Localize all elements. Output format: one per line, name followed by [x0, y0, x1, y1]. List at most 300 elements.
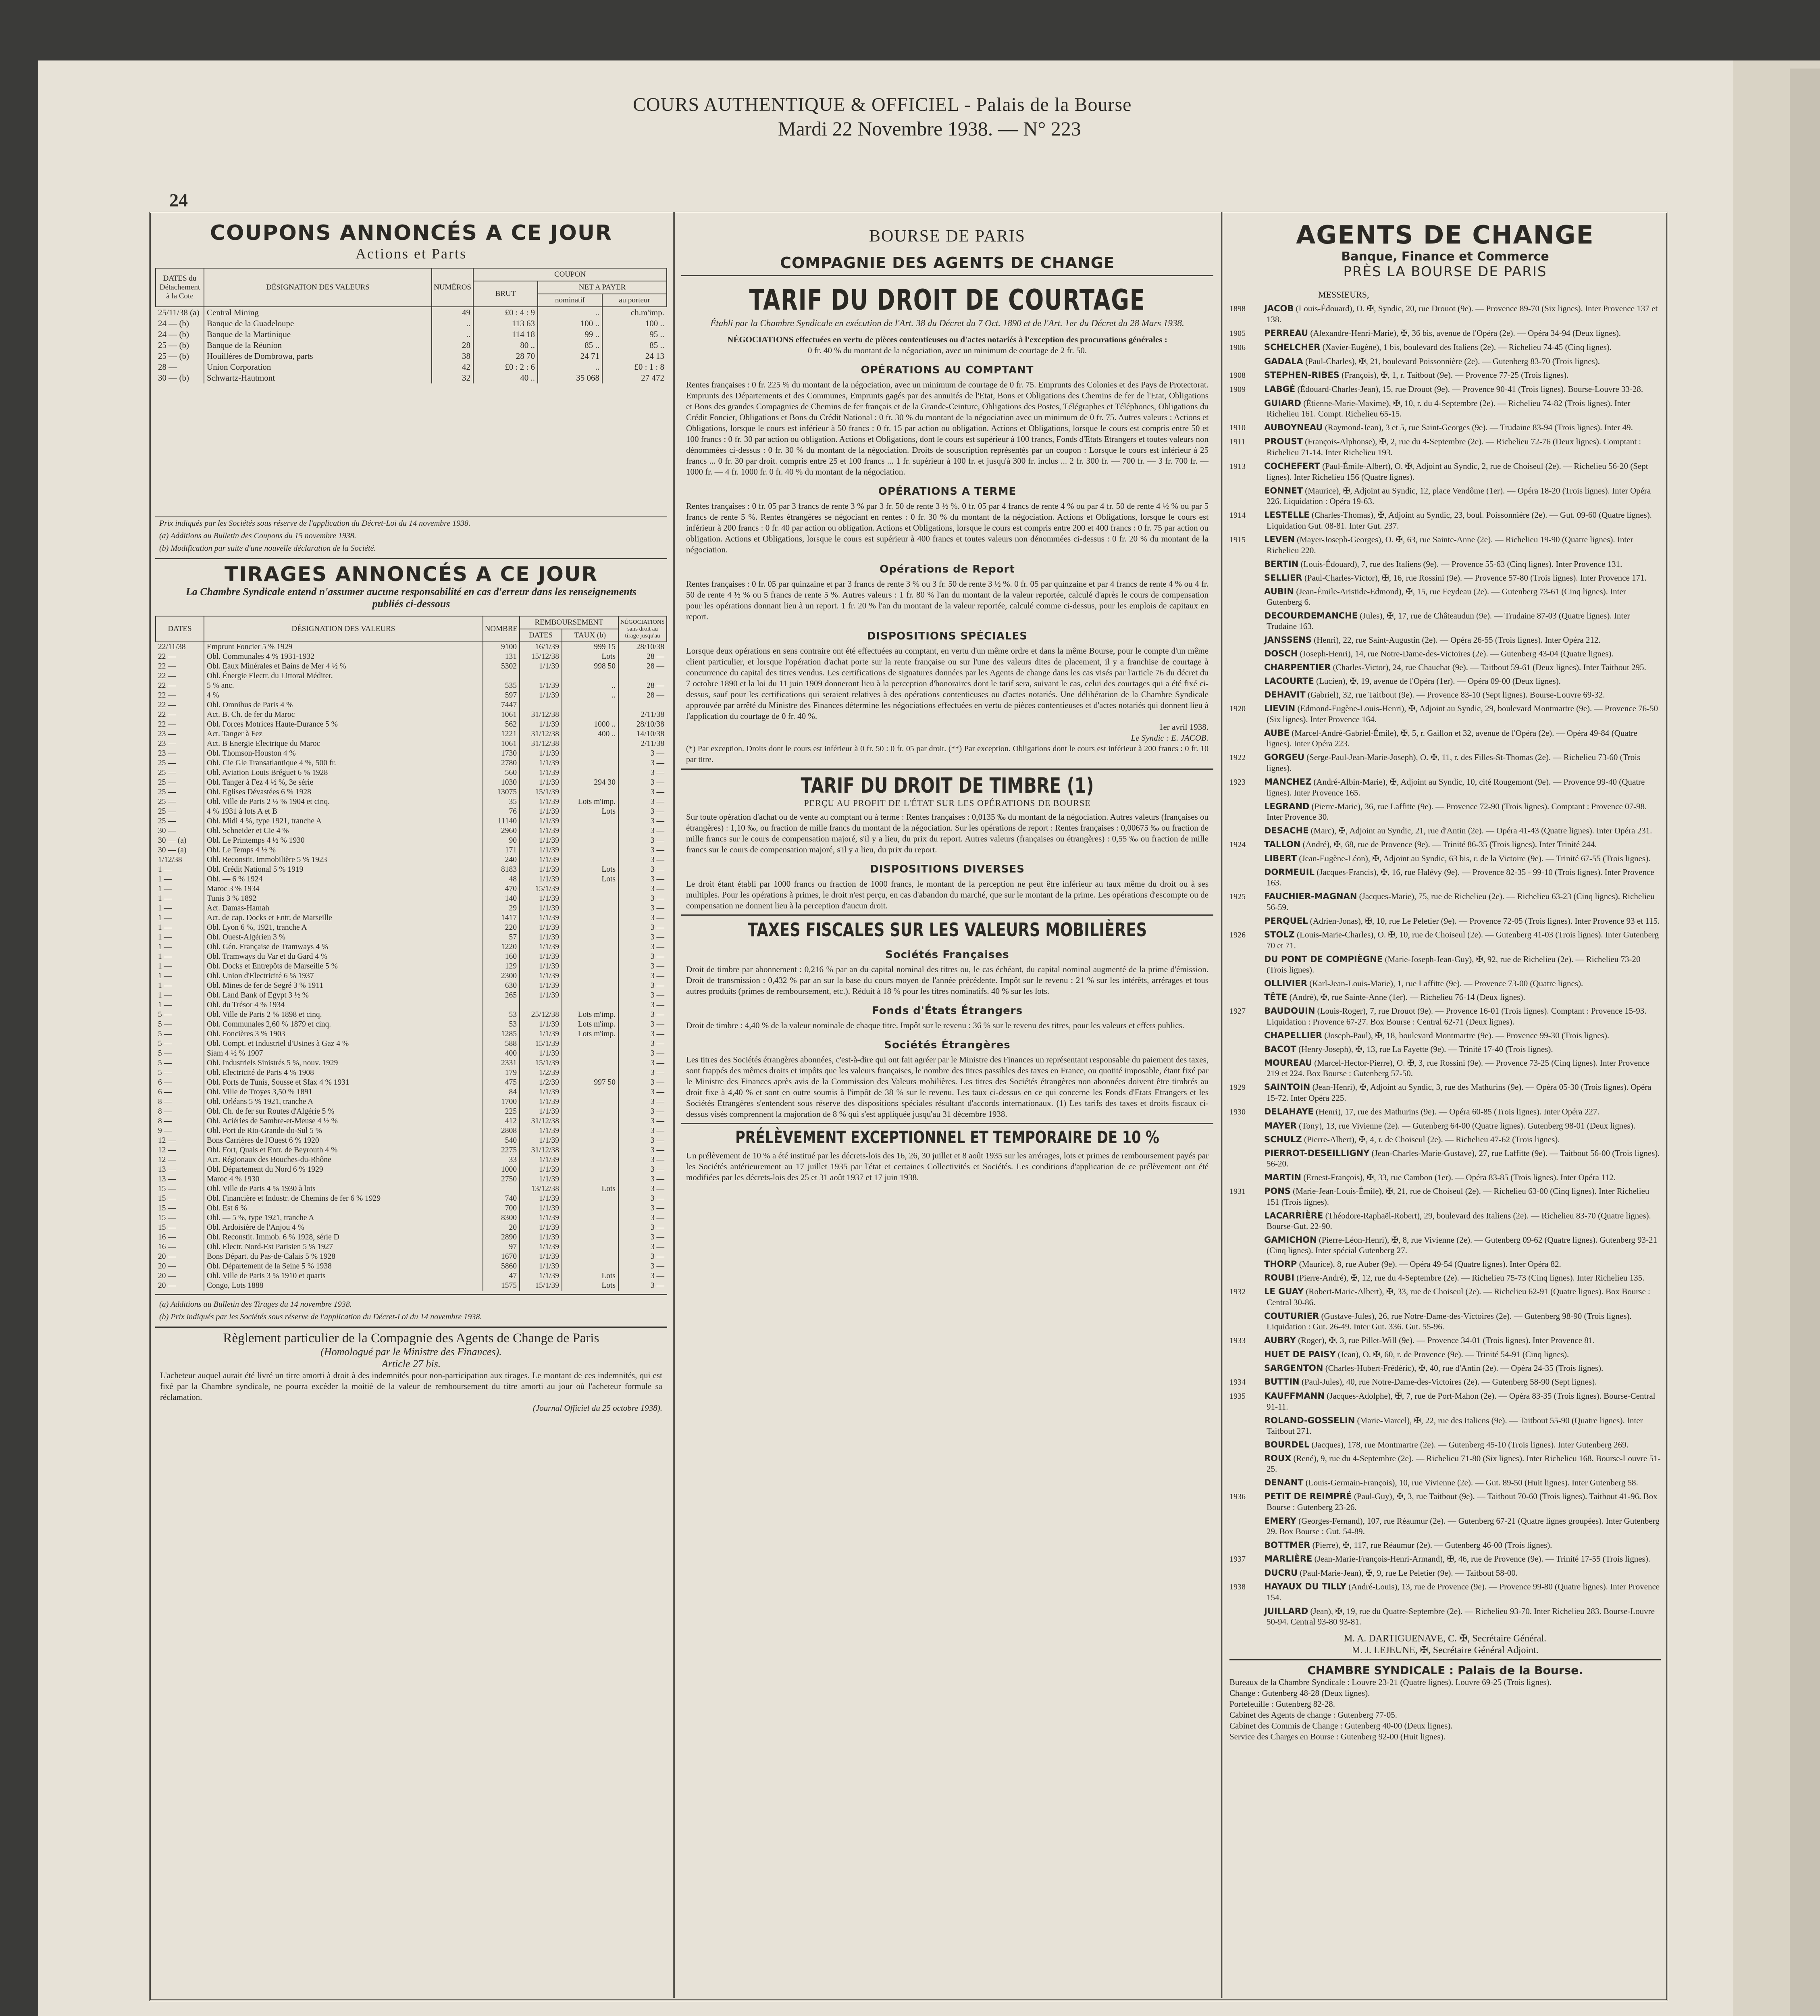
agent-details: (Jules), ✠, 17, rue de Châteaudun (9e). — Trudaine 87-03 (Quatre lignes). Inter Trudaine 163. [1267, 611, 1630, 631]
agent-entry [1229, 676, 1661, 686]
tirage-row-cell [562, 1097, 618, 1107]
tirage-row-cell: 1/1/39 [520, 865, 562, 875]
tirage-row-cell: 171 [483, 846, 520, 855]
tirage-row-cell: Obl. Le Temps 4 ½ % [204, 846, 483, 855]
tirage-row-cell: 5 % anc. [204, 681, 483, 691]
tirage-row-cell: Obl. Port de Rio-Grande-do-Sul 5 % [204, 1126, 483, 1136]
tirage-row-cell: 5 — [158, 1020, 172, 1029]
agent-details: (Jacques), 178, rue Montmartre (2e). — Gutenberg 45-10 (Trois lignes). Inter Gutenberg 269. [1311, 1440, 1629, 1450]
agent-details: (André-Louis), 13, rue de Provence (9e). — Provence 99-80 (Quatre lignes). Inter Provence 154. [1267, 1582, 1660, 1602]
taxes-divider [681, 914, 1213, 916]
tirage-row-cell: 1/1/39 [520, 836, 562, 846]
tirage-row-cell [562, 971, 618, 981]
tirage-row-cell: 6 — [158, 1088, 172, 1096]
dispositions-heading: DISPOSITIONS SPÉCIALES [867, 630, 1028, 642]
agent-details: (Jean), ✠, 19, rue du Quatre-Septembre (2e). — Richelieu 93-70. Inter Richelieu 283. Bourse-Louvre 50-94. Central 93-80 93-81. [1267, 1606, 1655, 1627]
coupon-row-cell: Banque de la Guadeloupe [204, 318, 432, 329]
coupon-row-cell: Schwartz-Hautmont [204, 373, 432, 383]
tirage-row-cell: 1/1/39 [520, 894, 562, 904]
agent-entry [1229, 1044, 1661, 1054]
tirage-row-cell: 22 — [158, 652, 176, 661]
agent-year: 1920 [1229, 704, 1246, 713]
tirage-row-cell: Obl. Département de la Seine 5 % 1938 [204, 1262, 483, 1271]
tirage-row-cell: Obl. Electr. Nord-Est Parisien 5 % 1927 [204, 1242, 483, 1252]
agent-details: (Jean), O. ✠, 60, r. de Provence (9e). — Trinité 54-91 (Cinq lignes). [1337, 1350, 1569, 1359]
coupon-row-cell: 25 — (b) [158, 351, 189, 361]
tirage-row-cell: 31/12/38 [520, 710, 562, 720]
agents-subtitle: Banque, Finance et Commerce [1341, 250, 1549, 264]
agent-name: PERQUEL [1264, 916, 1308, 926]
tirage-row-cell: 15/1/39 [520, 1058, 562, 1068]
tirage-row-cell: 25 — [158, 817, 176, 825]
tirage-row-cell: 1/1/39 [520, 1262, 562, 1271]
tirage-row-cell: 25/12/38 [520, 1010, 562, 1020]
tirage-row-cell [562, 739, 618, 749]
tirage-row-cell: 3 — [618, 1223, 667, 1233]
agent-details: (Charles-Hubert-Frédéric), ✠, 40, rue d'Antin (2e). — Opéra 24-35 (Trois lignes). [1325, 1363, 1604, 1373]
tirage-row-cell: 30 — (a) [158, 846, 187, 854]
tirage-row-cell: 15 — [158, 1194, 176, 1203]
agent-details: (Maurice), 8, rue Auber (9e). — Opéra 49-54 (Quatre lignes). Inter Opéra 82. [1299, 1259, 1561, 1269]
agents-subtitle-2: PRÈS LA BOURSE DE PARIS [1343, 264, 1547, 280]
tirage-row-cell: 1000 [483, 1165, 520, 1175]
tirage-row-cell: 28 — [618, 652, 667, 662]
tirage-row-cell: 15/1/39 [520, 1281, 562, 1291]
tirage-row-cell: 3 — [618, 778, 667, 787]
masthead-title: COURS AUTHENTIQUE & OFFICIEL - Palais de la Bourse [633, 94, 1132, 115]
tirage-row-cell: 8 — [158, 1098, 172, 1106]
tirage-row-cell: 3 — [618, 1107, 667, 1116]
agent-details: (Marie-Marcel), ✠, 22, rue des Italiens (9e). — Taitbout 55-90 (Quatre lignes). Inter Taitbout 271. [1267, 1416, 1643, 1436]
tirage-row-cell [562, 1087, 618, 1097]
agent-entry [1229, 534, 1661, 556]
tirage-row-cell: 31/12/38 [520, 729, 562, 739]
tirage-row-cell: 2960 [483, 826, 520, 836]
tirage-row-cell: 1/1/39 [520, 1233, 562, 1242]
agent-entry [1229, 1311, 1661, 1332]
tirage-row [156, 942, 667, 952]
agent-details: (Paul-Marie-Jean), ✠, 9, rue Le Peletier (9e). — Taitbout 58-00. [1300, 1568, 1518, 1578]
tirage-row-cell: 22 — [158, 672, 176, 680]
agent-details: (Maurice), ✠, Adjoint au Syndic, 12, place Vendôme (1er). — Opéra 18-20 (Trois lignes). Inter Opéra 226. Liquidation : Opéra 19-63. [1267, 486, 1651, 506]
agent-details: (André), ✠, 68, rue de Provence (9e). — Trinité 86-35 (Trois lignes). Inter Trinité 244. [1302, 839, 1597, 849]
tirage-row-cell: .. [562, 691, 618, 700]
tirage-row-cell: 8183 [483, 865, 520, 875]
chambre-divider [1229, 1659, 1661, 1660]
tirage-row-cell: 3 — [618, 991, 667, 1000]
tirage-row-cell: 1/1/39 [520, 991, 562, 1000]
tirage-row-cell [562, 768, 618, 778]
tirage-row-cell: Lots [562, 1184, 618, 1194]
tirage-row [156, 671, 667, 681]
coupon-row [156, 351, 667, 362]
coupon-row-cell: .. [432, 329, 473, 340]
tirage-row-cell: 2300 [483, 971, 520, 981]
tirage-row-cell: 12 — [158, 1136, 176, 1145]
tirage-row-cell [483, 1184, 520, 1194]
agent-details: (Alexandre-Henri-Marie), ✠, 36 bis, avenue de l'Opéra (2e). — Opéra 34-94 (Deux lignes). [1310, 328, 1621, 338]
coupon-row-cell: 28 — [158, 362, 177, 372]
tirage-row-cell: 5 — [158, 1010, 172, 1019]
tirage-row-cell: 1/1/39 [520, 816, 562, 826]
reglement-subtitle: (Homologué par le Ministre des Finances). [320, 1346, 502, 1358]
agent-details: (Édouard-Charles-Jean), 15, rue Drouot (9e). — Provence 90-41 (Trois lignes). Bourse-Louvre 33-28. [1297, 384, 1643, 394]
tirage-row-cell: 1/1/39 [520, 1175, 562, 1184]
tirage-row-cell: 3 — [618, 797, 667, 807]
agent-details: (Louis-Germain-François), 10, rue Vivienne (2e). — Gut. 89-50 (Huit lignes). Inter Gutenberg 58. [1305, 1478, 1638, 1487]
coupons-title: COUPONS ANNONCÉS A CE JOUR [210, 221, 613, 245]
agent-details: (Théodore-Raphaël-Robert), 29, boulevard des Italiens (2e). — Richelieu 83-70 (Quatre lignes). Bourse-Gut. 22-90. [1267, 1211, 1651, 1231]
agent-entry [1229, 1120, 1661, 1131]
agent-details: (Louis-Marie-Charles), O. ✠, 10, rue de Choiseul (2e). — Gutenberg 41-03 (Trois lignes). Inter Gutenberg 70 et 71. [1267, 930, 1659, 950]
tirage-row-cell: Act. Damas-Hamah [204, 904, 483, 913]
tirage-row-cell: 1/1/39 [520, 681, 562, 691]
tirage-row-cell: 470 [483, 884, 520, 894]
tirage-row-cell [618, 700, 667, 710]
agent-name: LACARRIÈRE [1264, 1211, 1323, 1220]
agent-entry [1229, 1391, 1661, 1412]
reglement-source: (Journal Officiel du 25 octobre 1938). [532, 1403, 662, 1413]
agent-name: DUCRU [1264, 1568, 1298, 1578]
agent-name: GUIARD [1264, 398, 1301, 408]
tirage-row-cell: 1 — [158, 933, 172, 941]
agent-year: 1909 [1229, 385, 1246, 394]
tirage-row-cell: 8 — [158, 1107, 172, 1116]
agent-name: HAYAUX DU TILLY [1264, 1582, 1346, 1591]
agent-entry [1229, 461, 1661, 482]
compagnie-title: COMPAGNIE DES AGENTS DE CHANGE [780, 254, 1115, 272]
tirages-col-dates: DATES [156, 616, 204, 642]
tirage-row-cell: 220 [483, 923, 520, 933]
tirage-row-cell: 1/1/39 [520, 778, 562, 787]
tirage-row-cell: 3 — [618, 1068, 667, 1078]
agent-entry [1229, 1491, 1661, 1512]
agent-name: DELAHAYE [1264, 1107, 1314, 1116]
tirage-row-cell: 5 — [158, 1059, 172, 1067]
tirage-row-cell: Obl. Thomson-Houston 4 % [204, 749, 483, 758]
tirage-row [156, 1194, 667, 1204]
tirage-row-cell: 3 — [618, 1175, 667, 1184]
tirage-row [156, 923, 667, 933]
tirage-row-cell: Obl. Docks et Entrepôts de Marseille 5 % [204, 962, 483, 971]
tirage-row [156, 710, 667, 720]
agent-name: JANSSENS [1264, 635, 1312, 645]
agent-entry [1229, 1363, 1661, 1373]
tirage-row-cell: 1 — [158, 875, 172, 883]
tirage-row [156, 758, 667, 768]
tirage-row-cell: 3 — [618, 1233, 667, 1242]
tirage-row-cell [562, 826, 618, 836]
tirage-row-cell: 15 — [158, 1223, 176, 1232]
agent-details: (Joseph-Henri), 14, rue Notre-Dame-des-Victoires (2e). — Gutenberg 43-04 (Quatre lignes). [1300, 649, 1614, 658]
coupon-row-cell: Union Corporation [204, 362, 432, 373]
agent-year: 1927 [1229, 1007, 1246, 1016]
coupon-row-cell: 28 70 [473, 351, 538, 362]
tirage-row-cell: 47 [483, 1271, 520, 1281]
tirage-row-cell: 3 — [618, 1165, 667, 1175]
agent-details: (André-Albin-Marie), ✠, Adjoint au Syndic, 10, cité Rougemont (9e). — Provence 99-40 (Quatre lignes). Inter Provence 165. [1267, 777, 1645, 798]
tirage-row-cell: 1 — [158, 1001, 172, 1009]
coupon-row-cell: 30 — (b) [158, 373, 189, 383]
tirage-row-cell: 48 [483, 875, 520, 884]
coupon-row-cell: 25/11/38 (a) [158, 308, 200, 317]
secretary-general-adjoint: M. J. LEJEUNE, ✠, Secrétaire Général Adjoint. [1352, 1645, 1539, 1656]
tirage-row [156, 749, 667, 758]
tirage-row-cell: 33 [483, 1155, 520, 1165]
tirage-row-cell: 1/1/39 [520, 1213, 562, 1223]
tirage-row-cell: 1/1/39 [520, 1223, 562, 1233]
agent-details: (Karl-Jean-Louis-Marie), 1, rue Laffitte (9e). — Provence 73-00 (Quatre lignes). [1309, 979, 1583, 988]
tirage-row-cell: 1730 [483, 749, 520, 758]
tirage-row-cell [562, 1262, 618, 1271]
tirage-row-cell: 1/1/39 [520, 1252, 562, 1262]
tirage-row [156, 1126, 667, 1136]
tirage-row-cell: Act. de cap. Docks et Entr. de Marseille [204, 913, 483, 923]
tirage-row-cell: Lots [562, 807, 618, 816]
tirage-row-cell: Obl. du Trésor 4 % 1934 [204, 1000, 483, 1010]
tirage-row-cell: 160 [483, 952, 520, 962]
coupons-col-coupon: COUPON [473, 268, 667, 281]
tirage-row-cell [562, 962, 618, 971]
tirage-row-cell: 9100 [483, 642, 520, 652]
tirage-row-cell: 1 — [158, 914, 172, 922]
agent-entry [1229, 1477, 1661, 1488]
tirage-row-cell: Obl. Ch. de fer sur Routes d'Algérie 5 % [204, 1107, 483, 1116]
tirage-row [156, 933, 667, 942]
agent-entry [1229, 1006, 1661, 1027]
tirage-row-cell: 3 — [618, 1262, 667, 1271]
tirage-row [156, 836, 667, 846]
tirage-row-cell: 1/1/39 [520, 952, 562, 962]
tirages-note-2: (b) Prix indiqués par les Sociétés sous réserve de l'application du Décret-Loi du 14 novembre 1938. [159, 1312, 482, 1321]
agent-name: TALLON [1264, 839, 1301, 849]
tirage-row [156, 1204, 667, 1213]
agent-name: ROUBI [1264, 1273, 1294, 1283]
agent-name: GAMICHON [1264, 1235, 1317, 1245]
agent-entry [1229, 303, 1661, 325]
tirage-row-cell: Obl. Ville de Paris 2 ½ % 1904 et cinq. [204, 797, 483, 807]
tirage-row-cell: 1 — [158, 981, 172, 990]
agent-entry [1229, 1210, 1661, 1231]
societes-etrangeres-text: Les titres des Sociétés étrangères abonnées, c'est-à-dire qui ont fait agréer par le Ministre des Finances un représentant responsable du paiement des taxes, sont frappés des mêmes droits et impôts que les valeurs françaises, le nombre des titres passibles des taxes en France, ou quotité imposable, étant fixé par le Ministre des Finances après avis de la Commission des Valeurs mobilières. Les titres des Sociétés étrangères non abonnées doivent être timbrés au droit fixe à 4,40 % et sont en outre soumis à l'impôt de 38 % sur le revenu. Les taux ci-dessus en ce qui concerne les Fonds d'Etats Etrangers et les Sociétés Etrangères s'entendent sous réserve des dispositions spéciales résultant d'accords internationaux. (1) Les tarifs des taxes et droits fiscaux ci-dessus visés comprennent la majoration de 8 % qui s'est appliquée jusqu'au 31 décembre 1938. [686, 1055, 1208, 1119]
chambre-line: Service des Charges en Bourse : Gutenberg 92-00 (Huit lignes). [1229, 1732, 1446, 1741]
tirage-row [156, 1213, 667, 1223]
tirage-row-cell: 1575 [483, 1281, 520, 1291]
agent-name: OLLIVIER [1264, 979, 1308, 988]
tirage-row-cell: 22/11/38 [158, 643, 186, 651]
tirage-row-cell [562, 1213, 618, 1223]
tirage-row-cell: 1/1/39 [520, 768, 562, 778]
tirage-row [156, 1107, 667, 1116]
agent-entry [1229, 1172, 1661, 1183]
agent-details: (André), ✠, rue Sainte-Anne (1er). — Richelieu 76-14 (Deux lignes). [1289, 992, 1525, 1002]
tirage-row-cell [562, 952, 618, 962]
tirage-row-cell: 28/10/38 [618, 642, 667, 652]
negociations-heading: NÉGOCIATIONS effectuées en vertu de pièces contentieuses ou d'actes notariés à l'exception des procurations générales : [727, 335, 1167, 344]
tirage-row-cell [520, 700, 562, 710]
tirage-row-cell: 3 — [618, 826, 667, 836]
tirage-row-cell: 1 — [158, 885, 172, 893]
tirage-row-cell: 3 — [618, 855, 667, 865]
tirage-row-cell: 25 — [158, 788, 176, 796]
tirage-row-cell: 15/1/39 [520, 884, 562, 894]
tirage-row [156, 1010, 667, 1020]
agent-details: (Marc), ✠, Adjoint au Syndic, 21, rue d'Antin (2e). — Opéra 41-43 (Quatre lignes). Inter Opéra 231. [1310, 826, 1652, 835]
tirage-row-cell [562, 884, 618, 894]
tirage-row-cell: Obl. Le Printemps 4 ½ % 1930 [204, 836, 483, 846]
tirage-row-cell: Obl. Omnibus de Paris 4 % [204, 700, 483, 710]
tirage-row-cell: 3 — [618, 962, 667, 971]
agent-entry [1229, 801, 1661, 822]
agent-entry [1229, 853, 1661, 864]
agent-entry [1229, 1286, 1661, 1308]
agent-details: (François-Alphonse), ✠, 2, rue du 4-Septembre (2e). — Richelieu 72-76 (Deux lignes). Comptant : Richelieu 71-14. Inter Richelieu 193. [1267, 437, 1641, 457]
tirage-row-cell: 57 [483, 933, 520, 942]
agent-entry [1229, 916, 1661, 926]
agent-entry [1229, 436, 1661, 458]
tirage-row-cell [483, 1000, 520, 1010]
ops-terme-text: Rentes françaises : 0 fr. 05 par 3 francs de rente 3 % par 3 fr. 50 de rente 3 ½ %. 0 fr. 05 par 4 francs de rente 4 % ou par 4 fr. 50 de rente 4 ½ % ou par 5 francs de rente 5 %. Rentes étrangères se négociant en rentes : 0 fr. 30 % du montant de la négociation. Actions et Obligations, lorsque le cours est inférieur à 200 francs : 0 fr. 40 par action ou obligation. Actions et Obligations, lorsque le cours est compris entre 200 et 400 francs : 0 fr. 75 par action ou obligation. Actions et Obligations, lorsque le cours est supérieur à 400 francs et toutes valeurs non dénommées ci-dessus : 0 fr. 20 % du montant de la négociation. [686, 501, 1208, 554]
tirage-row-cell [562, 1252, 618, 1262]
tirage-row-cell: 999 15 [562, 642, 618, 652]
agent-name: STOLZ [1264, 930, 1295, 939]
tirage-row-cell: Obl. Mines de fer de Segré 3 % 1911 [204, 981, 483, 991]
tirage-row-cell: 15 — [158, 1185, 176, 1193]
prelevement-divider [681, 1123, 1213, 1124]
tirage-row-cell: 5 — [158, 1030, 172, 1038]
tirage-row [156, 1155, 667, 1165]
tirage-row-cell: Lots [562, 875, 618, 884]
agent-name: DECOURDEMANCHE [1264, 611, 1358, 621]
chambre-lines [1229, 1677, 1661, 1742]
tirage-row [156, 846, 667, 855]
tirage-row-cell: Act. Régionaux des Bouches-du-Rhône [204, 1155, 483, 1165]
tirage-row-cell: 31/12/38 [520, 1116, 562, 1126]
tirage-row-cell: 3 — [618, 952, 667, 962]
tirage-row-cell: 29 [483, 904, 520, 913]
tirage-row [156, 1223, 667, 1233]
agent-entry [1229, 839, 1661, 850]
tirage-row-cell: 22 — [158, 701, 176, 709]
coupon-row [156, 318, 667, 329]
agent-name: MARTIN [1264, 1173, 1302, 1182]
tirage-row-cell: Lots m'imp. [562, 1020, 618, 1029]
tirage-row-cell: 3 — [618, 836, 667, 846]
tirage-row-cell: 475 [483, 1078, 520, 1087]
tirage-row-cell: 3 — [618, 913, 667, 923]
tirage-row [156, 652, 667, 662]
tirage-row-cell: 3 — [618, 1184, 667, 1194]
agent-year: 1915 [1229, 535, 1246, 544]
agent-year: 1938 [1229, 1583, 1246, 1591]
tirage-row-cell [562, 758, 618, 768]
tirage-row [156, 1175, 667, 1184]
agent-details: (Pierre-André), ✠, 12, rue du 4-Septembre (2e). — Richelieu 75-73 (Cinq lignes). Inter Richelieu 135. [1296, 1273, 1645, 1283]
tirage-row-cell: 3 — [618, 1155, 667, 1165]
agent-entry [1229, 1259, 1661, 1269]
coupons-note-2: (a) Additions au Bulletin des Coupons du 15 novembre 1938. [159, 531, 356, 540]
tirages-col-remboursement: REMBOURSEMENT [520, 616, 618, 629]
tirage-row-cell: 3 — [618, 1058, 667, 1068]
tirages-note-1: (a) Additions au Bulletin des Tirages du 14 novembre 1938. [159, 1300, 352, 1309]
coupon-row-cell: 100 .. [538, 318, 602, 329]
tirage-row-cell: 3 — [618, 1116, 667, 1126]
tirage-row-cell: 16 — [158, 1243, 176, 1251]
right-column [1229, 218, 1661, 1992]
coupons-note-3: (b) Modification par suite d'une nouvelle déclaration de la Société. [159, 544, 376, 553]
tirage-row-cell: 1 — [158, 894, 172, 903]
tirage-row [156, 739, 667, 749]
tirage-row-cell: 1/1/39 [520, 662, 562, 671]
tirage-row-cell: 14/10/38 [618, 729, 667, 739]
agent-entry [1229, 867, 1661, 888]
tirage-row [156, 807, 667, 816]
agent-details: (Adrien-Jonas), ✠, 10, rue Le Peletier (9e). — Provence 72-05 (Trois lignes). Inter Provence 93 et 115. [1310, 916, 1660, 926]
agent-name: COCHEFERT [1264, 461, 1320, 471]
tirage-row-cell: 3 — [618, 1204, 667, 1213]
tirage-row-cell [562, 1175, 618, 1184]
tirage-row [156, 662, 667, 671]
agent-name: DENANT [1264, 1478, 1304, 1487]
tirage-row-cell: 3 — [618, 1213, 667, 1223]
tirage-row-cell: Obl. Land Bank of Egypt 3 ½ % [204, 991, 483, 1000]
tirage-row-cell: 3 — [618, 942, 667, 952]
taxes-title: TAXES FISCALES SUR LES VALEURS MOBILIÈRES [747, 919, 1147, 941]
tirage-row [156, 1184, 667, 1194]
tirage-row-cell: 25 — [158, 778, 176, 787]
tirage-row-cell: 9 — [158, 1127, 172, 1135]
tirage-row-cell [562, 1242, 618, 1252]
tirage-row-cell: 1/1/39 [520, 875, 562, 884]
tirage-row-cell: 2/11/38 [618, 739, 667, 749]
tirage-row-cell: Bons Carrières de l'Ouest 6 % 1920 [204, 1136, 483, 1145]
tirage-row-cell: 25 — [158, 768, 176, 777]
agent-details: (René), 9, rue du 4-Septembre (2e). — Richelieu 71-80 (Six lignes). Inter Richelieu 168. Bourse-Louvre 51-25. [1267, 1454, 1661, 1474]
tirage-row-cell: 1061 [483, 710, 520, 720]
tirage-row-cell: Congo, Lots 1888 [204, 1281, 483, 1291]
agent-name: ROUX [1264, 1454, 1292, 1463]
tirage-row-cell: 3 — [618, 768, 667, 778]
tirage-row-cell: 16/1/39 [520, 642, 562, 652]
agent-year: 1910 [1229, 423, 1246, 432]
agent-name: EONNET [1264, 486, 1303, 496]
signature-date: 1er avril 1938. [1159, 722, 1208, 732]
agent-entry [1229, 1377, 1661, 1387]
tirage-row-cell: Obl. Aciéries de Sambre-et-Meuse 4 ½ % [204, 1116, 483, 1126]
tirage-row-cell: 3 — [618, 1194, 667, 1204]
ops-report-heading: Opérations de Report [880, 563, 1015, 575]
tirage-row-cell: 76 [483, 807, 520, 816]
coupons-col-nominatif: nominatif [538, 294, 602, 307]
coupon-row [156, 307, 667, 318]
tirage-row-cell: Obl. Compt. et Industriel d'Usines à Gaz 4 % [204, 1039, 483, 1049]
tirage-row-cell: 1 — [158, 972, 172, 980]
section-divider [155, 558, 667, 559]
agent-details: (Mayer-Joseph-Georges), O. ✠, 63, rue Sainte-Anne (2e). — Richelieu 19-90 (Quatre lignes). Inter Richelieu 220. [1267, 535, 1633, 555]
tirage-row-cell: 1700 [483, 1097, 520, 1107]
tirage-row-cell [562, 1039, 618, 1049]
agent-entry [1229, 1581, 1661, 1603]
coupon-row-cell: 32 [432, 373, 473, 383]
agent-name: LACOURTE [1264, 676, 1314, 686]
tirage-row-cell: 22 — [158, 681, 176, 690]
agent-year: 1937 [1229, 1555, 1246, 1564]
coupon-row-cell: 24 13 [602, 351, 667, 362]
tirage-row-cell: 1/1/39 [520, 720, 562, 729]
tirage-row-cell: 1/1/39 [520, 1049, 562, 1058]
agent-entry [1229, 978, 1661, 989]
agent-details: (Jean-Marie-François-Henri-Armand), ✠, 46, rue de Provence (9e). — Trinité 17-55 (Trois lignes). [1314, 1554, 1650, 1564]
